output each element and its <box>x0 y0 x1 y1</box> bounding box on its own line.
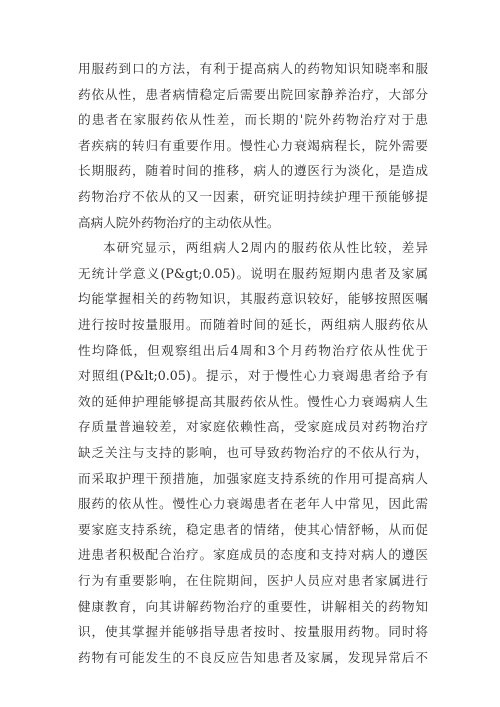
text-line: 本研究显示，两组病人2周内的服药依从性比较，差异 <box>103 240 428 256</box>
text-line: 进行按时按量服用。而随着时间的延长，两组病人服药依从 <box>78 317 428 332</box>
text-line: 药物有可能发生的不良反应告知患者及家属，发现异常后不 <box>78 649 428 665</box>
text-line: 行为有重要影响，在住院期间，医护人员应对患者家属进行 <box>78 573 428 588</box>
text-line: 的患者在家服药依从性差，而长期的'院外药物治疗对于患 <box>78 112 428 128</box>
text-line: 存质量普遍较差，对家庭依赖性高，受家庭成员对药物治疗 <box>78 419 428 435</box>
text-line: 进患者积极配合治疗。家庭成员的态度和支持对病人的遵医 <box>78 547 428 563</box>
text-line: 药物治疗不依从的又一因素，研究证明持续护理干预能够提 <box>78 189 428 204</box>
text-line: 效的延伸护理能够提高其服药依从性。慢性心力衰竭病人生 <box>78 393 428 409</box>
text-line: 药依从性，患者病情稳定后需要出院回家静养治疗，大部分 <box>78 86 428 102</box>
text-line: 用服药到口的方法，有利于提高病人的药物知识知晓率和服 <box>78 61 428 76</box>
text-line: 要家庭支持系统，稳定患者的情绪，使其心情舒畅，从而促 <box>78 521 428 537</box>
text-line: 而采取护理干预措施，加强家庭支持系统的作用可提高病人 <box>78 470 428 486</box>
text-line: 均能掌握相关的药物知识，其服药意识较好，能够按照医嘱 <box>78 291 428 307</box>
text-line: 缺乏关注与支持的影响，也可导致药物治疗的不依从行为， <box>78 445 428 460</box>
text-line: 无统计学意义(P&gt;0.05)。说明在服药短期内患者及家属 <box>78 265 428 281</box>
text-line: 识，使其掌握并能够指导患者按时、按量服用药物。同时将 <box>78 624 428 640</box>
text-line: 者疾病的转归有重要作用。慢性心力衰竭病程长，院外需要 <box>78 137 428 153</box>
text-line: 高病人院外药物治疗的主动依从性。 <box>78 214 280 230</box>
text-line: 性均降低，但观察组出后4周和3个月药物治疗依从性优于 <box>78 342 428 358</box>
text-line: 健康教育，向其讲解药物治疗的重要性，讲解相关的药物知 <box>78 598 428 614</box>
text-line: 服药的依从性。慢性心力衰竭患者在老年人中常见，因此需 <box>78 496 428 512</box>
text-line: 对照组(P&lt;0.05)。提示，对于慢性心力衰竭患者给予有 <box>78 368 428 384</box>
text-line: 长期服药，随着时间的推移，病人的遵医行为淡化，是造成 <box>78 163 428 179</box>
